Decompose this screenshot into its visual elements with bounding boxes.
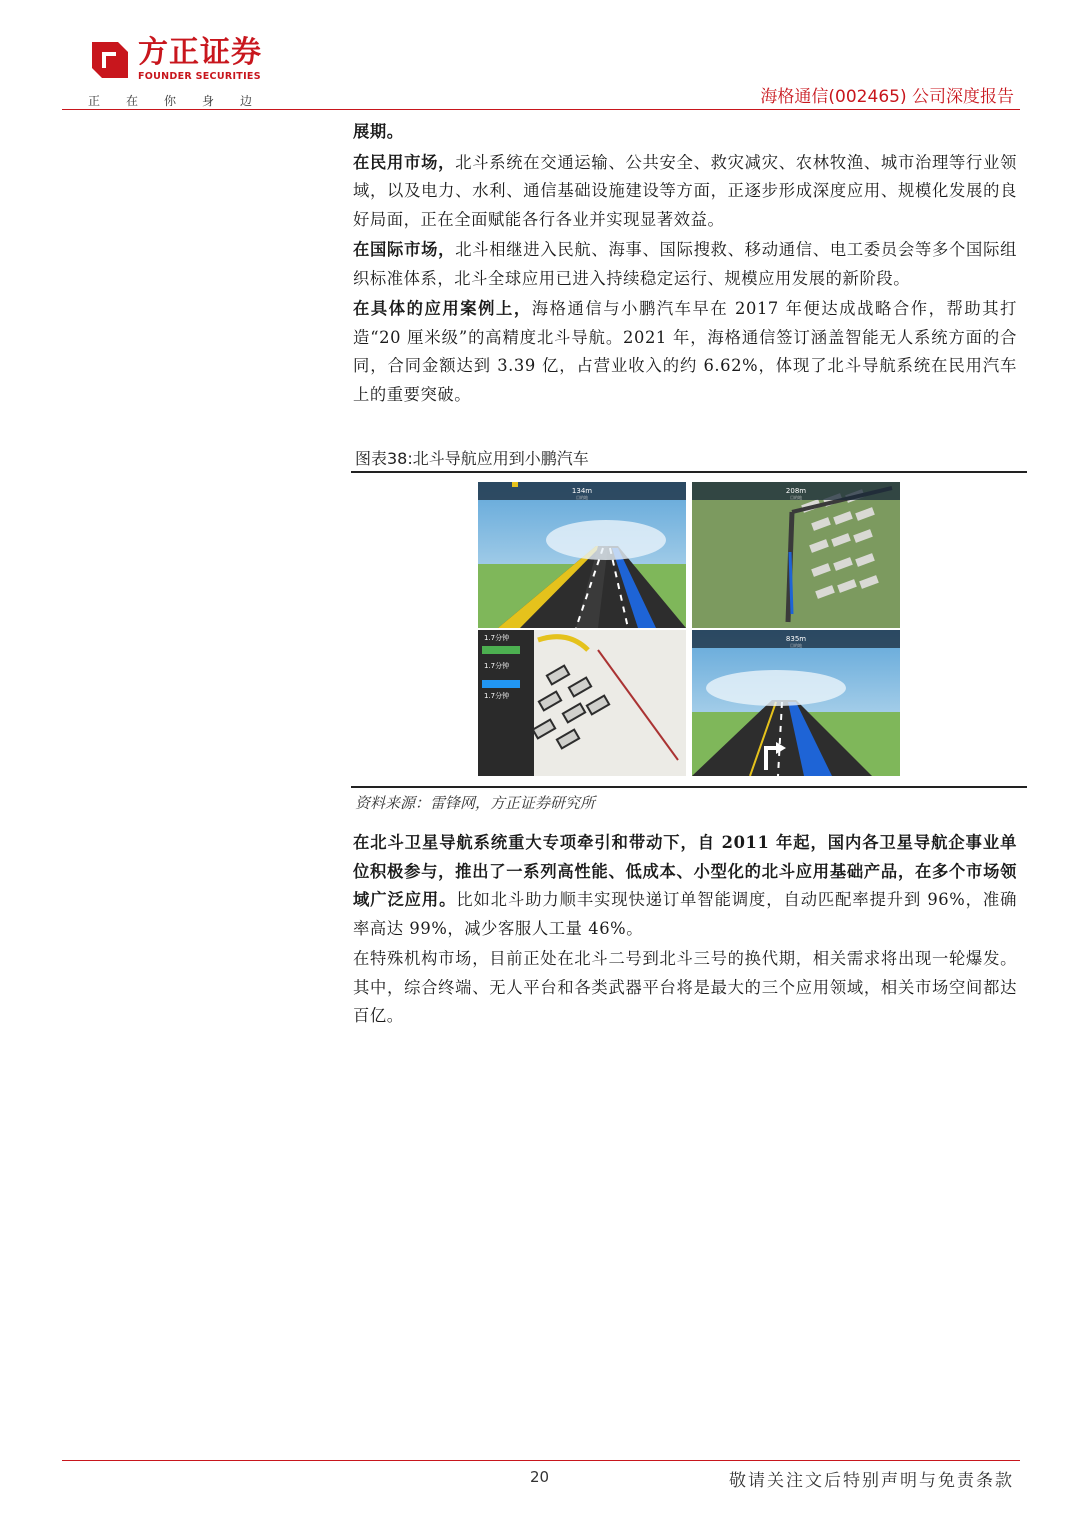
figure-image-xpeng-navigation [478, 480, 901, 778]
paragraph-lead: 在民用市场， [353, 152, 456, 172]
panel-distance-label: 835m [785, 635, 807, 643]
nav-panel-highway-1 [478, 482, 686, 628]
paragraph-lead: 在具体的应用案例上， [353, 299, 532, 318]
figure-source: 资料来源：雷锋网，方正证券研究所 [355, 794, 596, 812]
body-section-2 [353, 829, 1017, 1033]
route-option-3: 1.7分钟 [484, 692, 510, 700]
paragraph-civil-market: 在民用市场，北斗系统在交通运输、公共安全、救灾减灾、农林牧渔、城市治理等行业领域，以及电力、水利、通信基础设施建设等方面，正逐步形成深度应用、规模化发展的良好局面，正在全面赋能各行各业并实现显著效益。 [353, 152, 1017, 229]
report-title: 海格通信(002465) 公司深度报告 [760, 87, 1014, 107]
disclaimer-link: 敬请关注文后特别声明与免责条款 [729, 1471, 1014, 1491]
paragraph-beidou-products: 在北斗卫星导航系统重大专项牵引和带动下，自 2011 年起，国内各卫星导航企事业单位积极参与，推出了一系列高性能、低成本、小型化的北斗应用基础产品，在多个市场领域广泛应用。比如北斗助力顺丰实现快递订单智能调度，自动匹配率提升到 96%，准确率高达 99%，减少客服人工量 46%。 [353, 833, 1017, 938]
footer-divider [62, 1460, 1020, 1461]
logo-text-en: FOUNDER SECURITIES [138, 71, 261, 82]
paragraph-continuation: 展期。 [353, 122, 404, 141]
figure-title: 图表38:北斗导航应用到小鹏汽车 [355, 449, 589, 468]
paragraph-lead: 在国际市场， [353, 240, 456, 259]
body-section-1 [353, 118, 1017, 411]
founder-logo-icon [88, 38, 132, 82]
route-option-2: 1.7分钟 [484, 662, 510, 670]
panel-sub-label: 目的地 [576, 495, 588, 500]
panel-distance-label: 208m [785, 487, 807, 495]
panel-sub-label: 目的地 [790, 495, 802, 500]
figure-top-rule [351, 471, 1027, 473]
paragraph-international-market: 在国际市场，北斗相继进入民航、海事、国际搜救、移动通信、电工委员会等多个国际组织标准体系，北斗全球应用已进入持续稳定运行、规模应用发展的新阶段。 [353, 240, 1017, 288]
logo-text-cn: 方正证券 [138, 35, 262, 70]
header-divider [62, 109, 1020, 110]
panel-sub-label: 目的地 [790, 643, 802, 648]
route-option-1: 1.7分钟 [484, 634, 510, 642]
paragraph-lead: 在北斗卫星导航系统重大专项牵引和带动下，自 2011 年起，国内各卫星导航企事业单位积极参与，推出了一系列高性能、低成本、小型化的北斗应用基础产品，在多个市场领域广泛应用。 [353, 833, 1017, 909]
nav-panel-highway-2 [692, 630, 900, 776]
slogan: 正在你身边 [88, 94, 279, 108]
page-number: 20 [530, 1468, 550, 1486]
paragraph-special-market: 在特殊机构市场，目前正处在北斗二号到北斗三号的换代期，相关需求将出现一轮爆发。其中，综合终端、无人平台和各类武器平台将是最大的三个应用领域，相关市场空间都达百亿。 [353, 949, 1017, 1025]
page-header [0, 0, 1080, 112]
figure-bottom-rule [351, 786, 1027, 788]
nav-panel-route-options [478, 630, 686, 776]
panel-distance-label: 134m [571, 487, 593, 495]
paragraph-application-case: 在具体的应用案例上，海格通信与小鹏汽车早在 2017 年便达成战略合作，帮助其打造“20 厘米级”的高精度北斗导航。2021 年，海格通信签订涵盖智能无人系统方面的合同，合同金额达到 3.39 亿，占营业收入的约 6.62%，体现了北斗导航系统在民用汽车上的重要突破。 [353, 299, 1017, 404]
nav-panel-parking-map [692, 482, 900, 628]
